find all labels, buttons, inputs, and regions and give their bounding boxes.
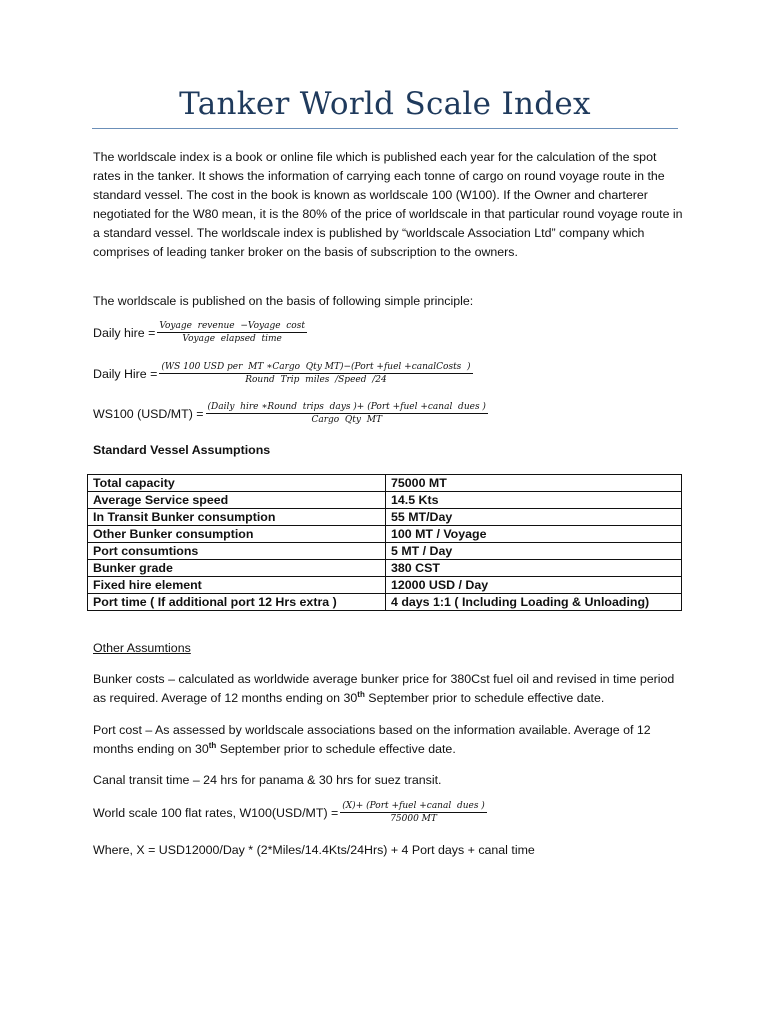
formula-numerator: Voyage revenue −Voyage cost bbox=[159, 321, 305, 331]
formula-denominator: Round Trip miles /Speed /24 bbox=[245, 375, 387, 385]
table-row bbox=[88, 509, 682, 526]
formula-fraction bbox=[159, 362, 472, 385]
assumptions-heading: Standard Vessel Assumptions bbox=[93, 443, 271, 457]
other-assumptions-heading: Other Assumtions bbox=[93, 641, 191, 655]
vessel-assumptions-table bbox=[87, 474, 682, 611]
table-row bbox=[88, 475, 682, 492]
table-cell-value: 55 MT/Day bbox=[386, 509, 682, 526]
port-cost-text-end: September prior to schedule effective date. bbox=[216, 742, 456, 756]
formula-label: Daily Hire = bbox=[93, 366, 158, 381]
ordinal-suffix: th bbox=[208, 740, 217, 750]
canal-transit-text: Canal transit time – 24 hrs for panama & 30 hrs for suez transit. bbox=[93, 773, 442, 787]
table-cell-value: 14.5 Kts bbox=[386, 492, 682, 509]
daily-hire-ws-formula bbox=[93, 362, 473, 385]
formula-denominator: Voyage elapsed time bbox=[182, 334, 282, 344]
table-cell-value: 12000 USD / Day bbox=[386, 577, 682, 594]
intro-paragraph: The worldscale index is a book or online file which is published each year for the calculation of the spot rates in the tanker. It shows the information of carrying each tonne of cargo on round voyage route in the standard vessel. The cost in the book is known as worldscale 100 (W100). If the Owner and charterer negotiated for the W80 mean, it is the 80% of the price of worldscale in that particular round voyage route in a standard vessel. The worldscale index is published by “worldscale Association Ltd” company which comprises of leading tanker broker on the basis of subscription to the owners. bbox=[93, 150, 683, 259]
ws100-formula bbox=[93, 402, 488, 425]
table-cell-value: 380 CST bbox=[386, 560, 682, 577]
bunker-costs-text-end: September prior to schedule effective date. bbox=[364, 691, 605, 705]
formula-denominator: 75000 MT bbox=[390, 814, 437, 824]
table-cell-label: Port time ( If additional port 12 Hrs extra ) bbox=[88, 594, 386, 611]
table-cell-value: 4 days 1:1 ( Including Loading & Unloading) bbox=[386, 594, 682, 611]
port-cost-paragraph bbox=[93, 721, 683, 759]
table-row bbox=[88, 492, 682, 509]
formula-label: World scale 100 flat rates, W100(USD/MT) = bbox=[93, 805, 339, 820]
table-cell-label: Port consumtions bbox=[88, 543, 386, 560]
formula-numerator: (WS 100 USD per MT ∗Cargo Qty MT)−(Port +fuel +canalCosts ) bbox=[161, 362, 471, 372]
daily-hire-formula bbox=[93, 321, 307, 344]
bunker-costs-paragraph bbox=[93, 670, 683, 708]
bunker-costs-text: Bunker costs – calculated as worldwide average bunker price for 380Cst fuel oil and revised in time period as required. Average of 12 months ending on 30 bbox=[93, 672, 675, 705]
table-cell-value: 5 MT / Day bbox=[386, 543, 682, 560]
table-cell-label: In Transit Bunker consumption bbox=[88, 509, 386, 526]
table-cell-label: Total capacity bbox=[88, 475, 386, 492]
title-underline-divider bbox=[92, 128, 678, 129]
formula-fraction bbox=[157, 321, 307, 344]
table-cell-value: 75000 MT bbox=[386, 475, 682, 492]
table-cell-label: Fixed hire element bbox=[88, 577, 386, 594]
ordinal-suffix: th bbox=[357, 689, 365, 699]
table-cell-label: Average Service speed bbox=[88, 492, 386, 509]
table-row bbox=[88, 526, 682, 543]
formula-fraction bbox=[206, 402, 488, 425]
flat-rate-formula bbox=[93, 801, 487, 824]
table-row bbox=[88, 543, 682, 560]
where-definition: Where, X = USD12000/Day * (2*Miles/14.4Kts/24Hrs) + 4 Port days + canal time bbox=[93, 843, 535, 857]
table-cell-label: Bunker grade bbox=[88, 560, 386, 577]
principle-text: The worldscale is published on the basis of following simple principle: bbox=[93, 294, 474, 308]
formula-numerator: (X)+ (Port +fuel +canal dues ) bbox=[342, 801, 485, 811]
port-cost-text: Port cost – As assessed by worldscale associations based on the information available. Average of 12 months ending on 30 bbox=[93, 723, 651, 756]
formula-numerator: (Daily hire ∗Round trips days )+ (Port +fuel +canal dues ) bbox=[207, 402, 486, 412]
formula-label: Daily hire = bbox=[93, 325, 156, 340]
formula-fraction bbox=[340, 801, 487, 824]
table-cell-label: Other Bunker consumption bbox=[88, 526, 386, 543]
formula-denominator: Cargo Qty MT bbox=[311, 415, 382, 425]
table-row bbox=[88, 560, 682, 577]
formula-label: WS100 (USD/MT) = bbox=[93, 406, 204, 421]
table-cell-value: 100 MT / Voyage bbox=[386, 526, 682, 543]
page-title: Tanker World Scale Index bbox=[179, 86, 591, 122]
table-row bbox=[88, 594, 682, 611]
table-row bbox=[88, 577, 682, 594]
